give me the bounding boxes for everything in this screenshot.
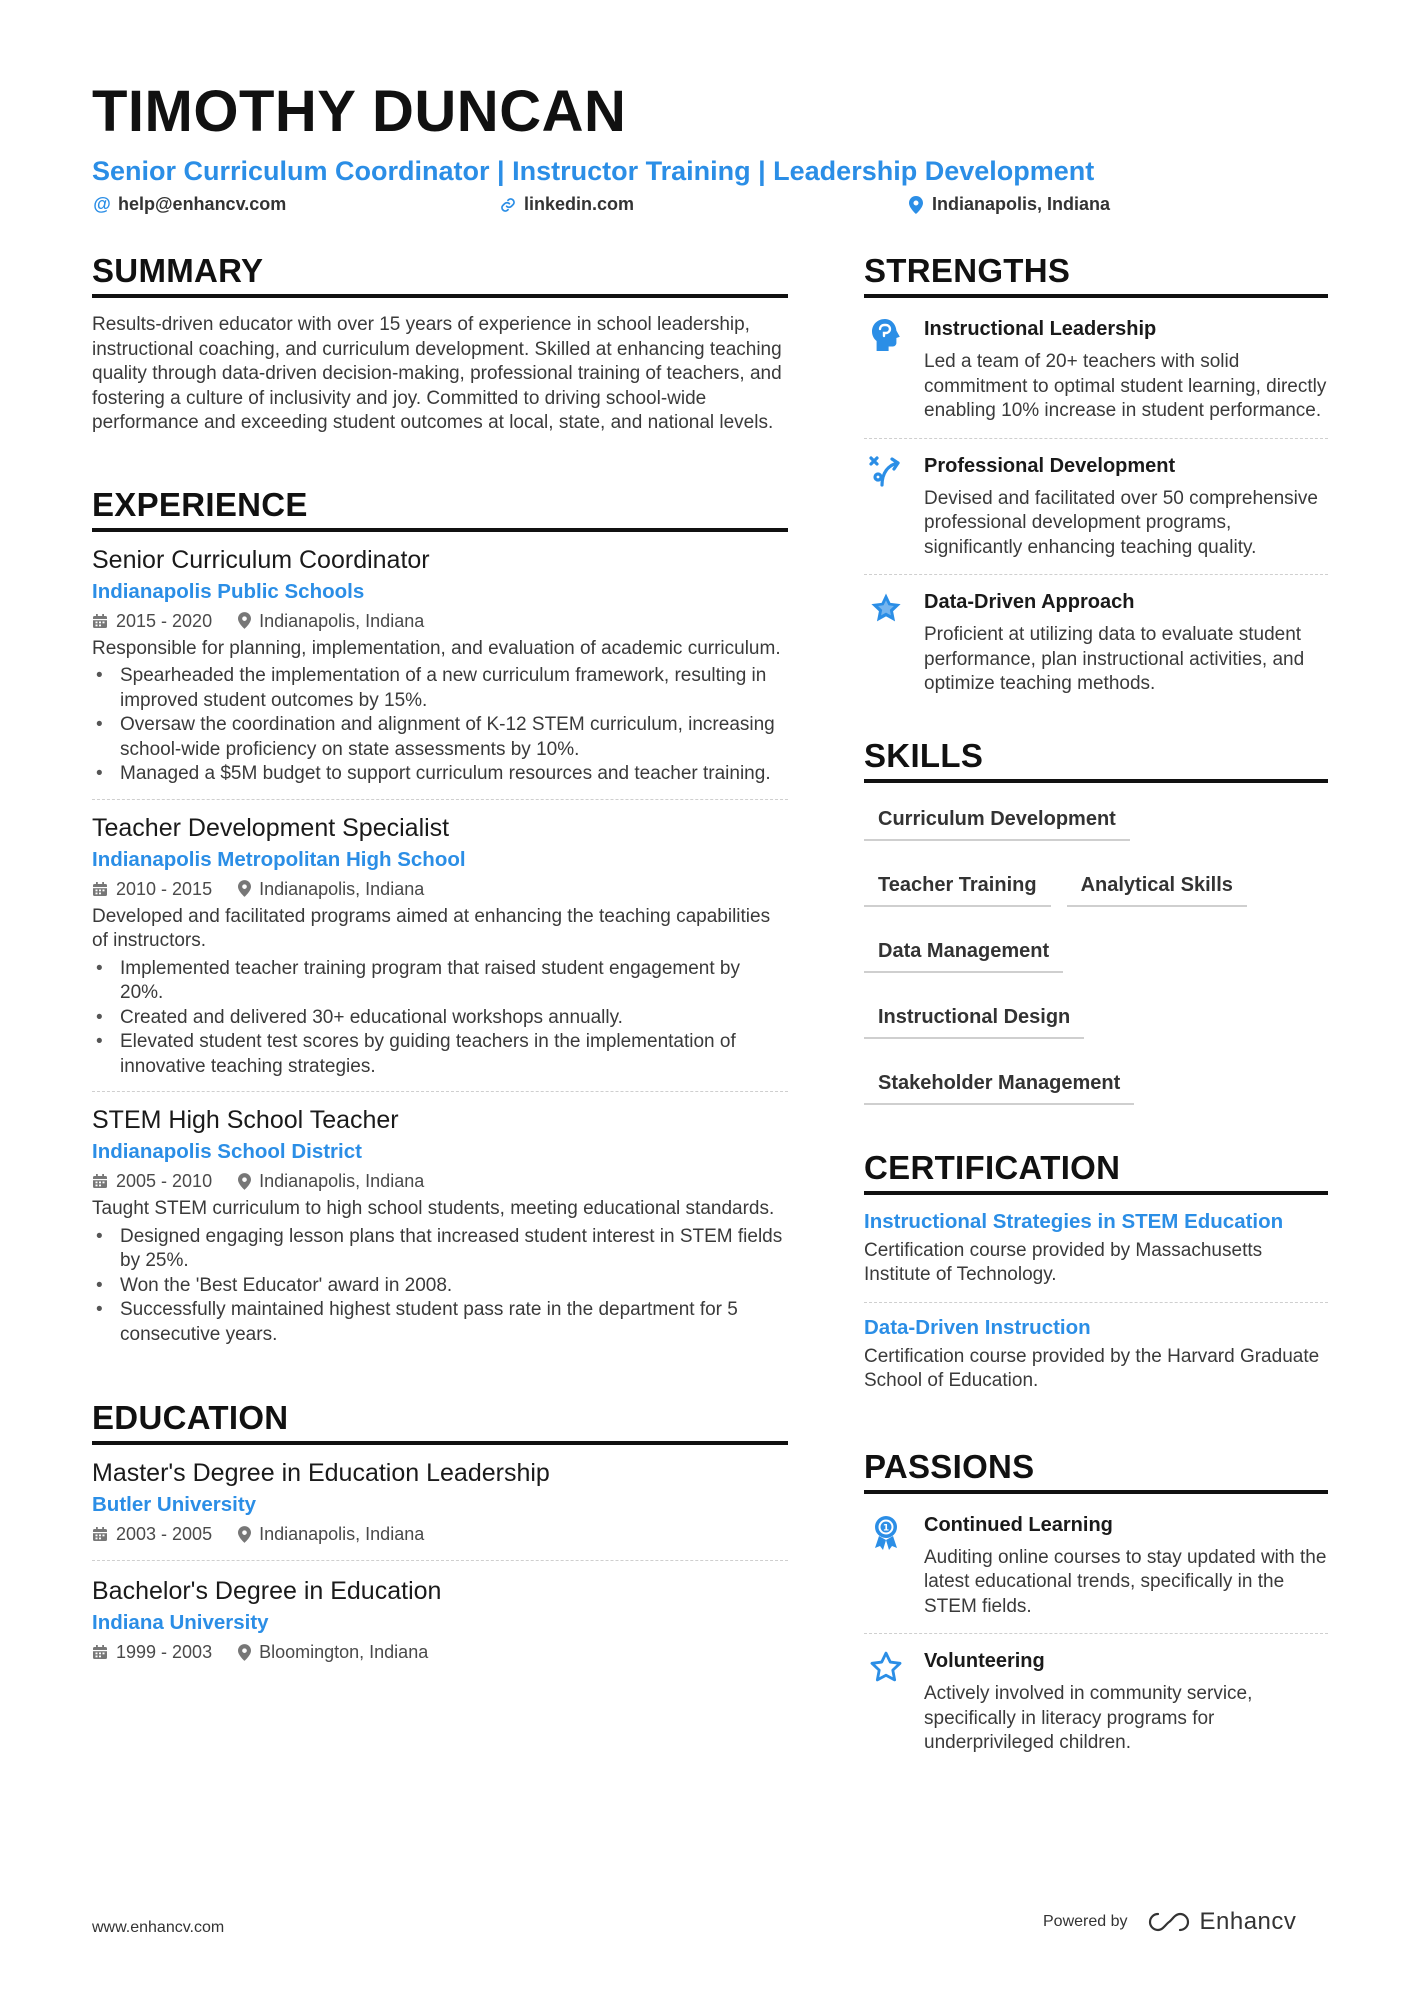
job-dates: 2015 - 2020 [116,610,213,631]
left-column [92,252,788,1678]
experience-item [92,544,788,799]
certification-title: Data-Driven Instruction [864,1315,1091,1339]
strengths-heading: STRENGTHS [864,252,1328,298]
job-description: Developed and facilitated programs aimed at enhancing the teaching capabilities of instructors. [92,905,771,951]
skill-tag: Analytical Skills [1067,865,1247,907]
calendar-icon [92,1173,108,1189]
strength-text: Proficient at utilizing data to evaluate student performance, plan instructional activities, and optimize teaching methods. [924,624,1305,694]
strength-title: Professional Development [924,454,1176,477]
passion-item [864,1498,1328,1634]
contact-email[interactable] [92,194,286,215]
education-location: Indianapolis, Indiana [259,1524,425,1544]
bullet-item: • Designed engaging lesson plans that increased student interest in STEM fields by 25%. [92,1225,788,1274]
location-pin-icon [238,612,251,629]
job-company: Indianapolis School District [92,1140,362,1163]
bullet-item: • Created and delivered 30+ educational workshops annually. [92,1006,788,1031]
location-pin-icon [238,1173,251,1190]
passion-text: Actively involved in community service, specifically in literacy programs for underprivileged children. [924,1683,1253,1753]
job-company: Indianapolis Metropolitan High School [92,847,466,871]
job-meta [92,609,788,633]
strength-item [864,438,1328,575]
strength-item [864,302,1328,438]
bullet-item: • Spearheaded the implementation of a new curriculum framework, resulting in improved student outcomes by 15%. [92,664,788,713]
education-dates: 1999 - 2003 [116,1642,213,1662]
skill-tag: Data Management [864,931,1063,973]
summary-heading: SUMMARY [92,252,788,298]
skills-list [864,799,1328,1105]
passion-item [864,1633,1328,1770]
education-meta [92,1522,788,1546]
calendar-icon [92,1526,108,1542]
bullet-item: • Won the 'Best Educator' award in 2008. [92,1274,788,1299]
school-name: Indiana University [92,1611,269,1634]
school-name: Butler University [92,1493,257,1516]
location-pin-icon [238,880,251,897]
passions-section [864,1448,1328,1770]
job-description: Taught STEM curriculum to high school students, meeting educational standards. [92,1198,775,1219]
email-text: help@enhancv.com [118,194,287,214]
education-section [92,1399,788,1678]
link-icon [498,197,518,213]
strength-item [864,574,1328,711]
star-outline-icon [869,1650,903,1684]
experience-item [92,799,788,1092]
skill-tag: Teacher Training [864,865,1051,907]
candidate-title: Senior Curriculum Coordinator | Instructor Training | Leadership Development [92,156,1095,186]
passions-heading: PASSIONS [864,1448,1328,1494]
skills-heading: SKILLS [864,737,1328,783]
job-location: Indianapolis, Indiana [259,1171,425,1191]
brand-logo[interactable] [1146,1908,1297,1936]
calendar-icon [92,1644,108,1660]
header [92,78,1332,222]
education-item [92,1457,788,1560]
strength-title: Instructional Leadership [924,318,1157,340]
strengths-section [864,252,1328,711]
experience-heading: EXPERIENCE [92,486,788,532]
contact-location [906,194,1110,215]
job-meta [92,877,788,901]
job-bullets [92,1225,788,1348]
certification-text: Certification course provided by the Harvard Graduate School of Education. [864,1345,1320,1391]
certification-item [864,1197,1328,1302]
skill-tag: Curriculum Development [864,799,1130,841]
job-role: STEM High School Teacher [92,1106,399,1134]
calendar-icon [92,613,108,629]
job-company: Indianapolis Public Schools [92,579,365,603]
skills-section [864,737,1328,1105]
footer-branding [1043,1908,1296,1936]
strategy-icon [868,455,904,487]
degree-title: Bachelor's Degree in Education [92,1577,442,1605]
bullet-item: • Oversaw the coordination and alignment of K-12 STEM curriculum, increasing school-wide proficiency on state assessments by 10%. [92,713,788,762]
passion-text: Auditing online courses to stay updated with the latest educational trends, specifically in the STEM fields. [924,1546,1327,1617]
certification-section [864,1149,1328,1408]
education-meta [92,1640,788,1664]
job-dates: 2005 - 2010 [116,1171,213,1191]
strength-text: Devised and facilitated over 50 comprehensive professional development programs, significantly enhancing teaching quality. [924,487,1318,558]
job-bullets [92,957,788,1080]
skill-tag: Instructional Design [864,997,1084,1039]
certification-title: Instructional Strategies in STEM Education [864,1209,1284,1233]
location-pin-icon [238,1644,251,1661]
education-dates: 2003 - 2005 [116,1524,213,1544]
contact-linkedin[interactable] [498,194,634,215]
bullet-item: • Elevated student test scores by guiding teachers in the implementation of innovative teaching strategies. [92,1030,788,1079]
strength-title: Data-Driven Approach [924,591,1135,613]
job-dates: 2010 - 2015 [116,878,213,899]
certification-text: Certification course provided by Massachusetts Institute of Technology. [864,1239,1263,1285]
experience-item [92,1091,788,1359]
star-icon [869,591,903,625]
degree-title: Master's Degree in Education Leadership [92,1459,550,1487]
head-icon [870,318,902,352]
job-role: Teacher Development Specialist [92,813,450,842]
job-location: Indianapolis, Indiana [259,610,425,631]
calendar-icon [92,881,108,897]
job-bullets [92,664,788,787]
job-description: Responsible for planning, implementation, and evaluation of academic curriculum. [92,637,781,659]
bullet-item: • Implemented teacher training program that raised student engagement by 20%. [92,957,788,1006]
skill-tag: Stakeholder Management [864,1063,1134,1105]
job-meta [92,1169,788,1193]
bullet-item: • Managed a $5M budget to support curriculum resources and teacher training. [92,762,788,787]
bullet-item: • Successfully maintained highest student pass rate in the department for 5 consecutive years. [92,1298,788,1347]
passion-title: Volunteering [924,1650,1045,1672]
location-pin-icon [238,1526,251,1543]
svg-text:1: 1 [882,1523,890,1533]
certification-heading: CERTIFICATION [864,1149,1328,1195]
brand-name: Enhancv [1199,1908,1297,1935]
job-role: Senior Curriculum Coordinator [92,545,430,574]
linkedin-text: linkedin.com [524,194,635,214]
location-pin-icon [906,196,926,214]
powered-by-text: Powered by [1043,1913,1128,1930]
education-heading: EDUCATION [92,1399,788,1445]
right-column [864,252,1328,1770]
education-location: Bloomington, Indiana [259,1642,429,1662]
at-icon: @ [93,194,111,214]
job-location: Indianapolis, Indiana [259,878,425,899]
education-item [92,1560,788,1678]
enhancv-logo-icon [1146,1910,1192,1934]
location-text: Indianapolis, Indiana [932,194,1111,214]
strength-text: Led a team of 20+ teachers with solid commitment to optimal student learning, directly enabling 10% increase in student performance. [924,351,1327,421]
contact-bar [92,194,1332,222]
certification-item [864,1302,1328,1408]
candidate-name: TIMOTHY DUNCAN [92,79,627,144]
experience-section [92,486,788,1360]
summary-text: Results-driven educator with over 15 years of experience in school leadership, instructional coaching, and curriculum development. Skilled at enhancing teaching quality through data-driven decision-making, professional training of teachers, and fostering a culture of inclusivity and joy. Committed to driving school-wide performance and exceeding student outcomes at local, state, and national levels. [92,314,782,433]
footer-website[interactable]: www.enhancv.com [92,1919,225,1936]
passion-title: Continued Learning [924,1513,1113,1536]
summary-section [92,252,788,436]
award-ribbon-icon [871,1514,901,1550]
